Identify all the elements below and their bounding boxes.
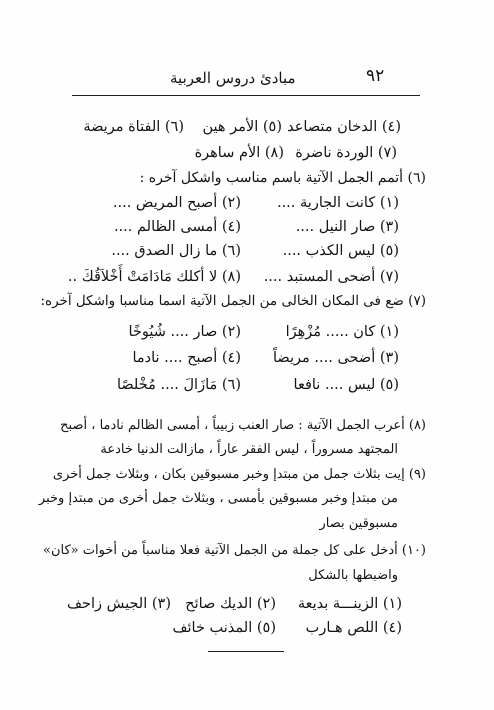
exercise-8-line-1: (٨) أعرب الجمل الآتية : صار العنب زبيباً ، أمسى الظالم نادما ، أصبح <box>60 418 426 433</box>
exercise-4-item-8: (٨) الأم ساهرة <box>194 145 284 161</box>
exercise-7-item-4: (٤) أصبح .... نادما <box>132 350 241 366</box>
exercise-10-item-5: (٥) المذنب خائف <box>172 620 276 636</box>
exercise-6-item-2: (٢) أصبح المريض .... <box>112 195 241 211</box>
exercise-6-item-3: (٣) صار النيل .... <box>295 219 399 235</box>
exercise-6-item-4: (٤) أمسى الظالم .... <box>113 219 241 235</box>
exercise-4-item-4: (٤) الدخان متصاعد <box>287 119 401 135</box>
exercise-6-item-7: (٧) أضحى المستبد .... <box>263 269 399 285</box>
exercise-7-item-5: (٥) ليس .... نافعا <box>293 377 399 393</box>
exercise-7-instruction: (٧) ضع فى المكان الخالى من الجمل الآتية اسما مناسبا واشكل آخره: <box>40 293 426 309</box>
exercise-7-item-1: (١) كان ..... مُزْهِرًا <box>285 324 399 340</box>
header-rule <box>72 95 420 96</box>
exercise-9-line-1: (٩) إيت بثلاث جمل من مبتدإ وخبر مسبوقين بكان ، وبثلاث جمل أخرى <box>52 467 426 482</box>
page-number: ٩٢ <box>366 66 385 86</box>
exercise-6-item-6: (٦) ما زال الصدق .... <box>111 243 241 259</box>
exercise-6-instruction: (٦) أتمم الجمل الآتية باسم مناسب واشكل آخره : <box>139 170 426 186</box>
exercise-10-item-1: (١) الزينـــة بديعة <box>297 596 402 612</box>
exercise-7-item-6: (٦) مَازَالَ .... مُخْلصًا <box>116 377 241 393</box>
exercise-4-item-5: (٥) الأمر هين <box>202 119 282 135</box>
exercise-10-line-2: واضبطها بالشكل <box>308 568 398 583</box>
exercise-10-line-1: (١٠) أدخل على كل جملة من الجمل الآتية فعلا مناسباً من أخوات «كان» <box>42 543 426 558</box>
exercise-6-item-8: (٨) لا أكلك مَادَامَتْ أَخْلاَقُكَ .. <box>67 269 241 285</box>
running-header-title: مبادئ دروس العربية <box>170 69 296 87</box>
exercise-6-item-1: (١) كانت الجارية .... <box>276 195 399 211</box>
exercise-8-line-2: المجتهد مسروراً ، ليس الفقر عاراً ، مازالت الدنيا خادعة <box>100 442 398 457</box>
exercise-10-item-3: (٣) الجيش زاحف <box>66 596 171 612</box>
exercise-4-item-6: (٦) الفتاة مريضة <box>83 119 184 135</box>
exercise-10-item-4: (٤) اللص هـارب <box>305 620 402 636</box>
exercise-4-item-7: (٧) الوردة ناضرة <box>295 145 397 161</box>
exercise-7-item-3: (٣) أضحى .... مريضاً <box>273 350 399 366</box>
exercise-9-line-2: من مبتدإ وخبر مسبوقين بأمسى ، وبثلاث جمل أخرى من مبتدإ وخبر <box>38 491 398 506</box>
end-rule <box>208 651 284 652</box>
exercise-10-item-2: (٢) الديك صائح <box>185 596 276 612</box>
exercise-9-line-3: مسبوقين بصار <box>319 516 398 531</box>
exercise-6-item-5: (٥) ليس الكذب .... <box>282 243 399 259</box>
exercise-7-item-2: (٢) صار .... شُيُوخًا <box>128 324 241 340</box>
